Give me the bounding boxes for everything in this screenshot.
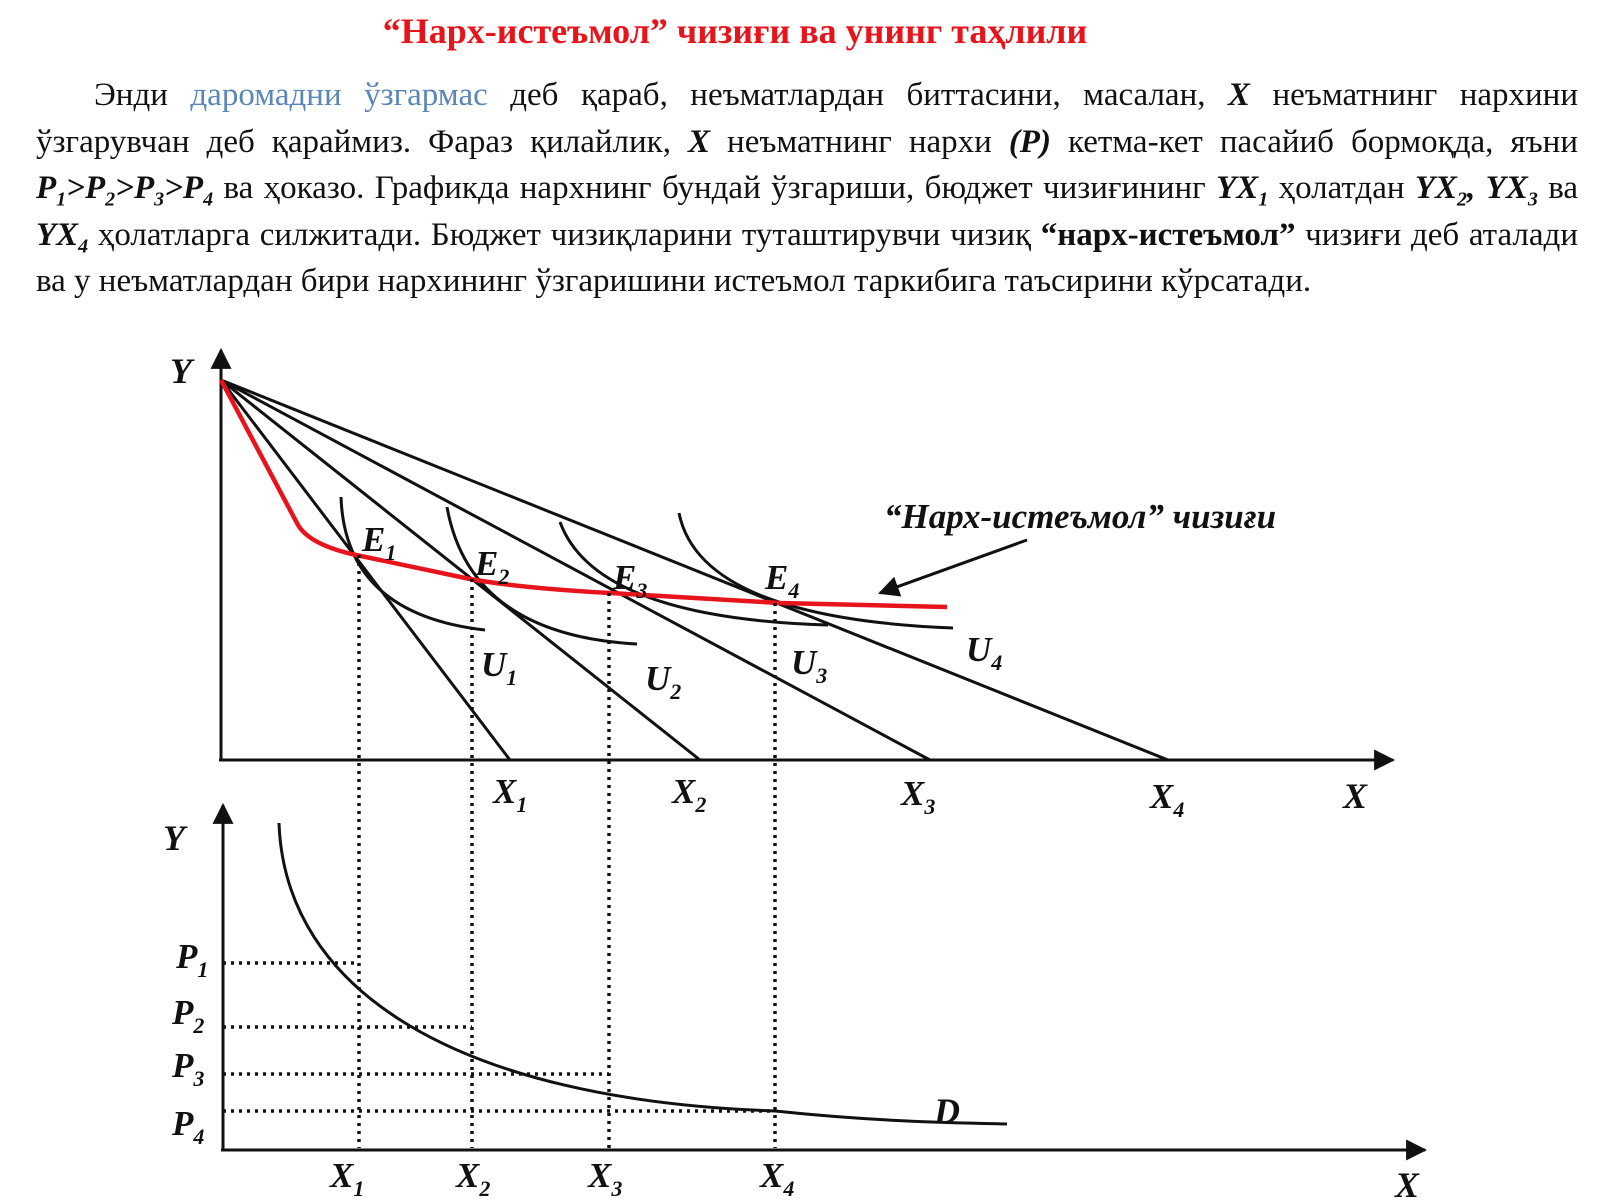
indifference-label-3: $U_3$ [791, 643, 828, 688]
top-y-axis-label: Y [170, 351, 192, 391]
budget-end-label-1: $X_1$ [493, 772, 528, 817]
indifference-label-2: $U_2$ [645, 659, 682, 704]
top-x-axis-label: X [1343, 776, 1368, 816]
quantity-label-3: $X_3$ [588, 1156, 623, 1200]
indifference-label-1: $U_1$ [481, 645, 518, 690]
top-chart [170, 350, 1393, 822]
equilibrium-label-3: $E_3$ [613, 558, 648, 603]
bottom-y-axis-label: Y [163, 818, 185, 858]
demand-label: D [934, 1091, 960, 1131]
equilibrium-label-4: $E_4$ [765, 558, 800, 603]
price-label-3: $P_3$ [172, 1046, 205, 1091]
price-label-1: $P_1$ [176, 937, 209, 982]
price-label-4: $P_4$ [172, 1104, 205, 1149]
pcc-label: “Нарх-истеъмол” чизиғи [884, 497, 1277, 536]
highlight-text: даромадни ўзгармас [190, 77, 488, 113]
page-title: “Нарх-истеъмол” чизиғи ва унинг таҳлили [382, 11, 1088, 51]
budget-end-label-3: $X_3$ [901, 774, 936, 819]
price-label-2: $P_2$ [172, 993, 205, 1038]
budget-end-label-2: $X_2$ [672, 772, 707, 817]
budget-end-label-4: $X_4$ [1150, 777, 1185, 822]
indifference-label-4: $U_4$ [966, 630, 1003, 675]
equilibrium-label-1: $E_1$ [362, 520, 397, 565]
bottom-x-axis-label: X [1395, 1165, 1420, 1200]
demand-curve [279, 823, 1007, 1124]
projection-guides [223, 555, 775, 1148]
pcc-pointer-arrow [880, 540, 1027, 593]
quantity-label-1: $X_1$ [330, 1156, 365, 1200]
quantity-label-4: $X_4$ [760, 1156, 795, 1200]
indifference-curve-1 [341, 497, 485, 630]
quantity-label-2: $X_2$ [456, 1156, 491, 1200]
equilibrium-label-2: $E_2$ [475, 544, 510, 589]
bottom-chart [163, 805, 1425, 1200]
body-paragraph: Энди даромадни ўзгармас деб қараб, неъматлардан биттасини, масалан, X неъматнинг нархини ўзгарувчан деб қараймиз. Фараз қилайлик, X неъматнинг нархи (P) кетма-кет пасайиб бормоқда, яъни $P_1>P_2>P_3>P_4$ ва ҳоказо. Графикда нархнинг бундай ўзгариши, бюджет чизиғининг $YX_1$ ҳолатдан $YX_2$, $YX_3$ ва $YX_4$ ҳолатларга силжитади. Бюджет чизиқларини туташтирувчи чизиқ “нарх-истеъмол” чизиғи деб аталади ва у неъматлардан бири нархининг ўзгаришини истеъмол таркибига таъсирини кўрсатади. [36, 77, 1579, 300]
budget-line-3 [221, 380, 930, 760]
